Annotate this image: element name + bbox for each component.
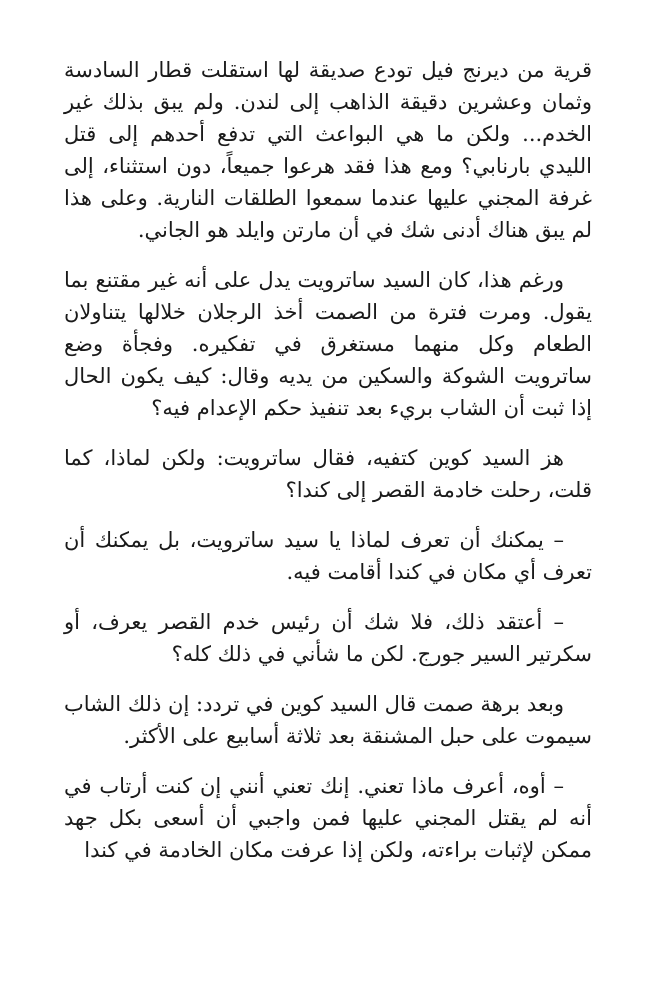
paragraph-7: – أوه، أعرف ماذا تعني. إنك تعني أنني إن كنت أرتاب في أنه لم يقتل المجني عليها فمن واجبي أن أسعى بكل جهد ممكن لإثبات براءته، ولكن إذا عرفت مكان الخادمة في كندا [64,774,592,862]
paragraph-1: قرية من ديرنج فيل تودع صديقة لها استقلت قطار السادسة وثمان وعشرين دقيقة الذاهب إلى لندن. ولم يبق بذلك غير الخدم... ولكن ما هي البواعث التي تدفع أحدهم إلى قتل الليدي بارنابي؟ ومع هذا فقد هرعوا جميعاً، دون استثناء، إلى غرفة المجني عليها عندما سمعوا الطلقات النارية. وعلى هذا لم يبق هناك أدنى شك في أن مارتن وايلد هو الجاني. [64,58,592,242]
paragraph-3: هز السيد كوين كتفيه، فقال ساترويت: ولكن لماذا، كما قلت، رحلت خادمة القصر إلى كندا؟ [64,446,592,502]
paragraph-2: ورغم هذا، كان السيد ساترويت يدل على أنه غير مقتنع بما يقول. ومرت فترة من الصمت أخذ الرجلان خلالها يتناولان الطعام وكل منهما مستغرق في تفكيره. وفجأة وضع ساترويت الشوكة والسكين من يديه وقال: كيف يكون الحال إذا ثبت أن الشاب بريء بعد تنفيذ حكم الإعدام فيه؟ [64,268,592,420]
paragraph-5: – أعتقد ذلك، فلا شك أن رئيس خدم القصر يعرف، أو سكرتير السير جورج. لكن ما شأني في ذلك كله؟ [64,610,592,666]
body-text [64,54,592,884]
paragraph-4: – يمكنك أن تعرف لماذا يا سيد ساترويت، بل يمكنك أن تعرف أي مكان في كندا أقامت فيه. [64,528,592,584]
paragraph-6: وبعد برهة صمت قال السيد كوين في تردد: إن ذلك الشاب سيموت على حبل المشنقة بعد ثلاثة أسابيع على الأكثر. [64,692,592,748]
